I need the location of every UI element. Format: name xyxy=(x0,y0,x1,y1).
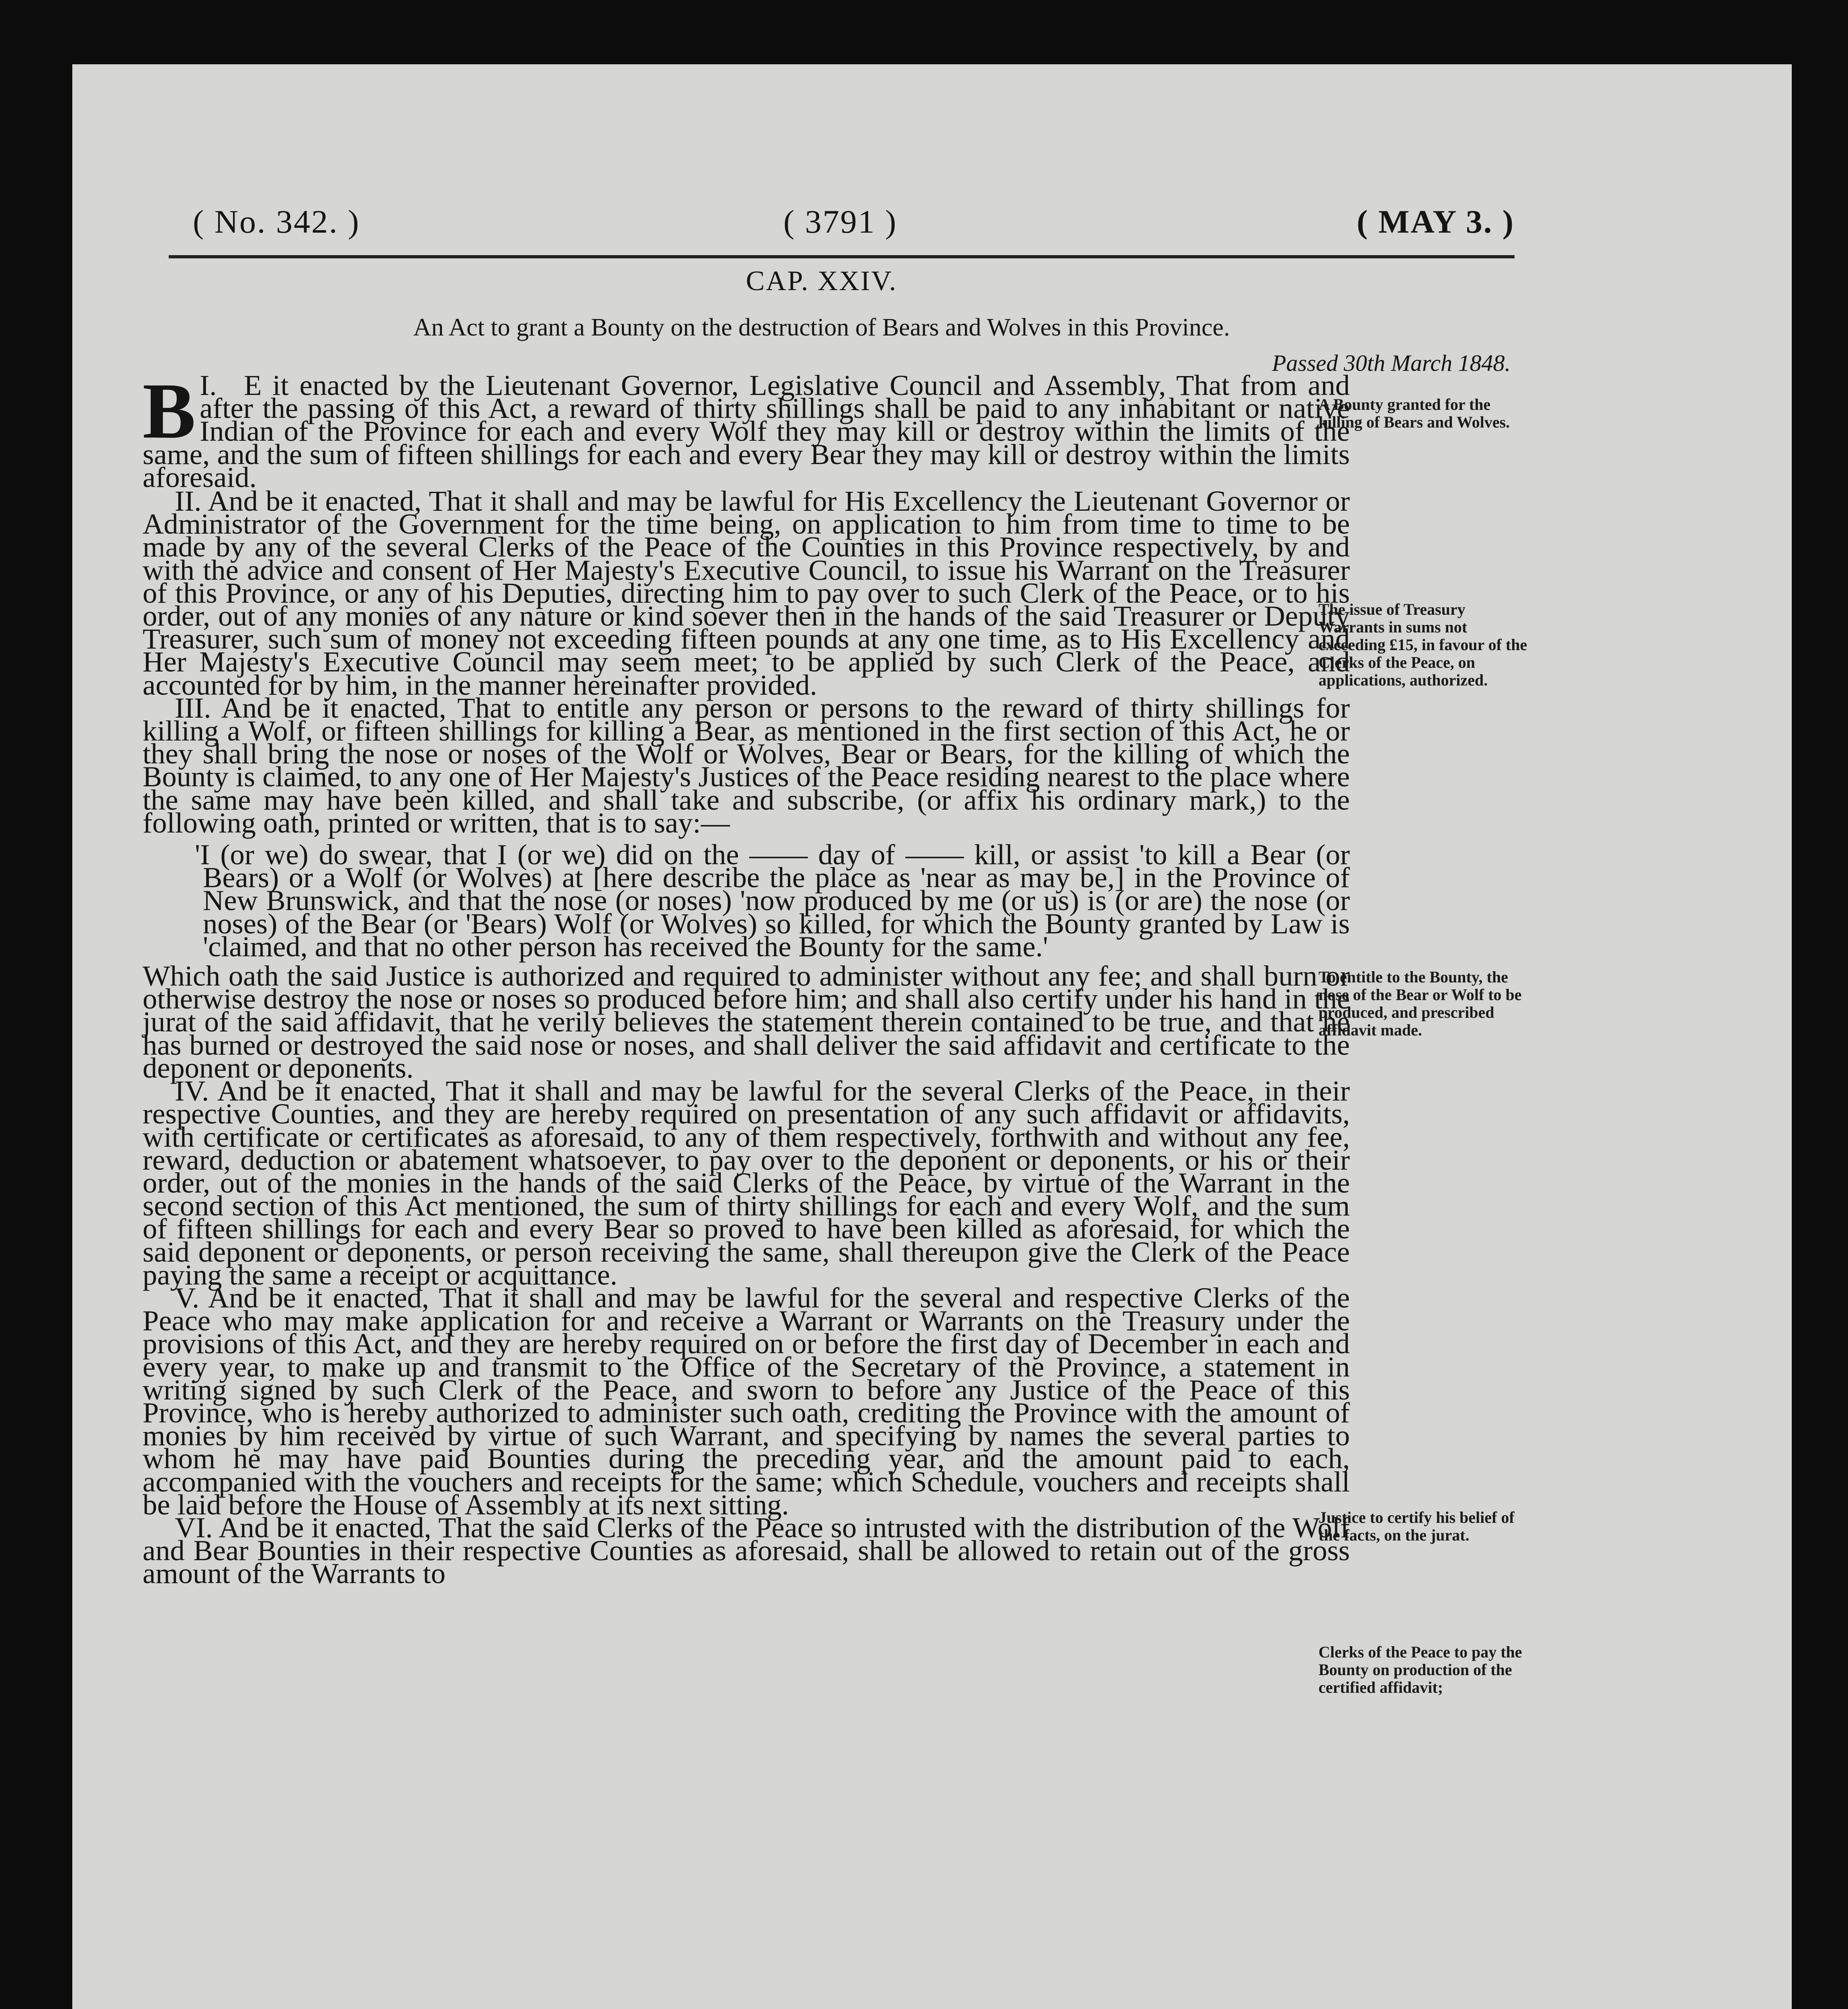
margin-note-clerks: Clerks of the Peace to pay the Bounty on production of the certified affidavit; xyxy=(1319,1643,1522,1696)
section-1-number: I. xyxy=(200,369,217,401)
section-1 xyxy=(143,367,1350,493)
cap-heading: CAP. XXIV. xyxy=(746,266,897,297)
page-date: ( MAY 3. ) xyxy=(1357,203,1515,240)
section-1-text: E it enacted by the Lieutenant Governor, Legislative Council and Assembly, That from and after the passing of this Act, a reward of thirty shillings shall be paid to any inhabitant or native Indian of the Province for each and every Wolf they may kill or destroy within the limits of the same, and the sum of fifteen shillings for each and every Bear they may kill or destroy within the limits aforesaid. xyxy=(143,369,1350,493)
header-rule xyxy=(169,255,1515,258)
section-4: IV. And be it enacted, That it shall and may be lawful for the several Clerks of the Peace, in their respective Counties, and they are hereby required on presentation of any such affidavit or affidavits, with certificate or certificates as aforesaid, to any of them respectively, forthwith and without any fee, reward, deduction or abatement whatsoever, to pay over to the deponent or deponents, or his or their order, out of the monies in the hands of the said Clerks of the Peace, by virtue of the Warrant in the second section of this Act mentioned, the sum of thirty shillings for each and every Wolf, and the sum of fifteen shillings for each and every Bear so proved to have been killed as aforesaid, for which the said deponent or deponents, or person receiving the same, shall thereupon give the Clerk of the Peace paying the same a receipt or acquittance. xyxy=(143,1074,1350,1291)
section-3: III. And be it enacted, That to entitle any person or persons to the reward of thirty shillings for killing a Wolf, or fifteen shillings for killing a Bear, as mentioned in the first section of this Act, he or they shall bring the nose or noses of the Wolf or Wolves, Bear or Bears, for the killing of which the Bounty is claimed, to any one of Her Majesty's Justices of the Peace residing nearest to the place where the same may have been killed, and shall take and subscribe, (or affix his ordinary mark,) to the following oath, printed or written, that is to say:— xyxy=(143,691,1350,839)
page-number: ( 3791 ) xyxy=(783,203,897,240)
act-body xyxy=(143,367,1350,1590)
oath-text: 'I (or we) do swear, that I (or we) did on the —— day of —— kill, or assist 'to kill a Bear (or Bears) or a Wolf (or Wolves) at [here describe the place as 'near as may be,] in the Province of New Brunswick, and that the nose (or noses) 'now produced by me (or us) is (or are) the nose (or noses) of the Bear (or 'Bears) Wolf (or Wolves) so killed, for which the Bounty granted by Law is 'claimed, and that no other person has received the Bounty for the same.' xyxy=(195,838,1350,963)
drop-cap: B xyxy=(143,367,196,455)
section-5: V. And be it enacted, That it shall and may be lawful for the several and respective Clerks of the Peace who may make application for and receive a Warrant or Warrants on the Treasury under the provisions of this Act, and they are hereby required on or before the first day of December in each and every year, to make up and transmit to the Office of the Secretary of the Province, a statement in writing signed by such Clerk of the Peace, and sworn to before any Justice of the Peace of this Province, who is hereby authorized to administer such oath, crediting the Province with the amount of monies by him received by virtue of such Warrant, and specifying by names the several parties to whom he may have paid Bounties during the preceding year, and the amount paid to each, accompanied with the vouchers and receipts for the same; which Schedule, vouchers and receipts shall be laid before the House of Assembly at its next sitting. xyxy=(143,1281,1350,1521)
passed-date: Passed 30th March 1848. xyxy=(1272,350,1511,376)
margin-note-justice: Justice to certify his belief of the facts, on the jurat. xyxy=(1319,1508,1515,1544)
section-6: VI. And be it enacted, That the said Clerks of the Peace so intrusted with the distribution of the Wolf and Bear Bounties in their respective Counties as aforesaid, shall be allowed to retain out of the gross amount of the Warrants to xyxy=(143,1511,1350,1590)
act-title: An Act to grant a Bounty on the destruction of Bears and Wolves in this Province. xyxy=(413,314,1230,341)
after-oath: Which oath the said Justice is authorized and required to administer without any fee; and shall burn or otherwise destroy the nose or noses so produced before him; and shall also certify under his hand in the jurat of the said affidavit, that he verily believes the statement therein contained to be true, and that he has burned or destroyed the said nose or noses, and shall deliver the said affidavit and certificate to the deponent or deponents. xyxy=(143,959,1350,1084)
chapter-number: ( No. 342. ) xyxy=(193,203,360,240)
margin-note-entitle: To entitle to the Bounty, the nose of the Bear or Wolf to be produced, and prescribed affidavit made. xyxy=(1319,968,1522,1039)
margin-note-warrants: The issue of Treasury Warrants in sums not exceeding £15, in favour of the Clerks of the Peace, on applications, authorized. xyxy=(1319,600,1527,689)
page-header xyxy=(193,203,1515,247)
margin-note-bounty: A Bounty granted for the killing of Bears and Wolves. xyxy=(1319,395,1510,431)
section-2: II. And be it enacted, That it shall and may be lawful for His Excellency the Lieutenant Governor or Administrator of the Government for the time being, on application to him from time to time to be made by any of the several Clerks of the Peace of the Counties in this Province respectively, by and with the advice and consent of Her Majesty's Executive Council, to issue his Warrant on the Treasurer of this Province, or any of his Deputies, directing him to pay over to such Clerk of the Peace, or to his order, out of any monies of any nature or kind soever then in the hands of the said Treasurer or Deputy Treasurer, such sum of money not exceeding fifteen pounds at any one time, as to His Excellency and Her Majesty's Executive Council may seem meet; to be applied by such Clerk of the Peace, and accounted for by him, in the manner hereinafter provided. xyxy=(143,485,1350,701)
